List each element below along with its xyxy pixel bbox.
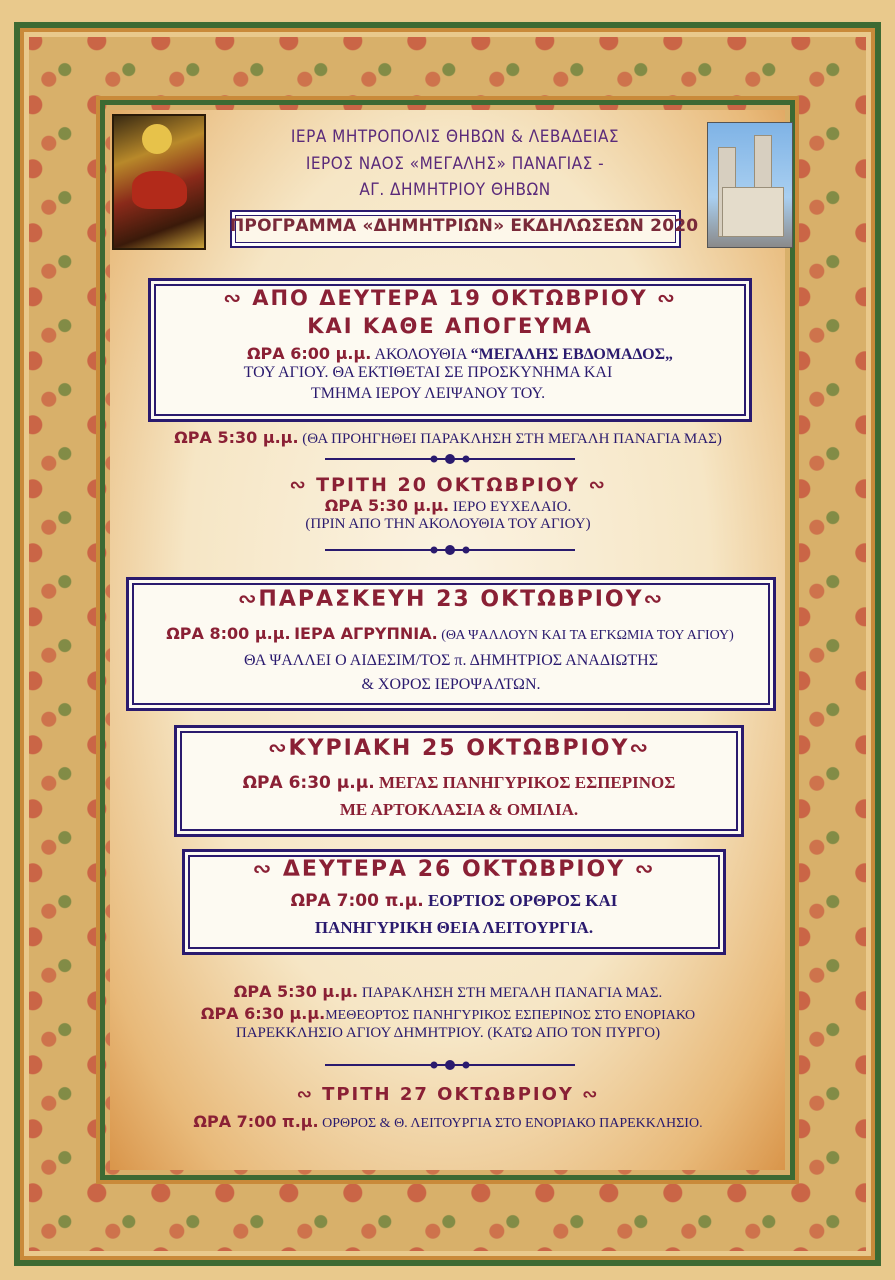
event-2-line1 <box>150 496 746 516</box>
event-4-date-text: ΚΥΡΙΑΚΗ 25 ΟΚΤΩΒΡΙΟΥ <box>288 736 630 761</box>
event-5-after-line2 <box>150 1004 746 1024</box>
ornament-right: ∾ <box>634 857 656 882</box>
divider-dot <box>431 456 438 463</box>
event-1-text1-b: “ΜΕΓΑΛΗΣ ΕΒΔΟΜΑΔΟΣ„ <box>470 346 674 363</box>
event-1-date-line1: ΑΠΟ ΔΕΥΤΕΡΑ 19 ΟΚΤΩΒΡΙΟΥ <box>252 286 648 310</box>
ornament-left: ∾ <box>268 736 289 761</box>
ornament-right: ∾ <box>588 474 607 496</box>
event-1-date-line2: ΚΑΙ ΚΑΘΕ ΑΠΟΓΕΥΜΑ <box>307 314 593 338</box>
saint-demetrios-icon <box>112 114 206 250</box>
ornament-right: ∾ <box>629 736 650 761</box>
event-1-line1 <box>180 344 740 364</box>
event-5-after-line1 <box>150 982 746 1002</box>
ornament-right: ∾ <box>582 1084 600 1105</box>
event-2-line2: (ΠΡΙΝ ΑΠΟ ΤΗΝ ΑΚΟΛΟΥΘΙΑ ΤΟΥ ΑΓΙΟΥ) <box>305 516 591 532</box>
event-3-date <box>126 587 776 612</box>
header-line-1: ΙΕΡΑ ΜΗΤΡΟΠΟΛΙΣ ΘΗΒΩΝ & ΛΕΒΑΔΕΙΑΣ <box>290 127 620 147</box>
divider-dot <box>431 547 438 554</box>
divider-1 <box>325 454 575 464</box>
event-5-line2: ΠΑΝΗΓΥΡΙΚΗ ΘΕΙΑ ΛΕΙΤΟΥΡΓΙΑ. <box>314 918 594 937</box>
event-5-line1 <box>182 891 726 911</box>
church-photo <box>707 122 793 248</box>
event-3-date-text: ΠΑΡΑΣΚΕΥΗ 23 ΟΚΤΩΒΡΙΟΥ <box>258 587 644 612</box>
ornament-right: ∾ <box>643 587 664 612</box>
event-4-text1: ΜΕΓΑΣ ΠΑΝΗΓΥΡΙΚΟΣ ΕΣΠΕΡΙΝΟΣ <box>378 773 676 792</box>
event-4-line2: ΜΕ ΑΡΤΟΚΛΑΣΙΑ & ΟΜΙΛΙΑ. <box>339 800 579 819</box>
event-5-time: ΩΡΑ 7:00 π.μ. <box>290 891 424 911</box>
halo-shape <box>142 124 172 154</box>
event-1-extra-time: ΩΡΑ 5:30 μ.μ. <box>174 428 299 447</box>
program-title: ΠΡΟΓΡΑΜΜΑ «ΔΗΜΗΤΡΙΩΝ» ΕΚΔΗΛΩΣΕΩΝ 2020 <box>230 216 699 236</box>
event-2-text1: ΙΕΡΟ ΕΥΧΕΛΑΙΟ. <box>452 499 572 515</box>
event-2-date <box>150 474 746 496</box>
divider-2 <box>325 545 575 555</box>
event-3-line2: ΘΑ ΨΑΛΛΕΙ Ο ΑΙΔΕΣΙΜ/ΤΟΣ π. ΔΗΜΗΤΡΙΟΣ ΑΝΑΔΙΩΤΗΣ <box>243 652 659 669</box>
event-3-time: ΩΡΑ 8:00 μ.μ. <box>166 624 291 643</box>
ornament-left: ∾ <box>237 587 259 612</box>
event-5-text1: ΕΟΡΤΙΟΣ ΟΡΘΡΟΣ ΚΑΙ <box>427 891 618 910</box>
event-6-time: ΩΡΑ 7:00 π.μ. <box>193 1112 319 1131</box>
divider-dot <box>463 1062 470 1069</box>
event-1-extra <box>150 428 746 448</box>
event-5-after-time1: ΩΡΑ 5:30 μ.μ. <box>233 982 359 1001</box>
divider-dot <box>463 456 470 463</box>
event-5-after-text1: ΠΑΡΑΚΛΗΣΗ ΣΤΗ ΜΕΓΑΛΗ ΠΑΝΑΓΙΑ ΜΑΣ. <box>361 985 663 1001</box>
event-1-text1-a: ΑΚΟΛΟΥΘΙΑ <box>374 346 467 363</box>
event-6-text: ΟΡΘΡΟΣ & Θ. ΛΕΙΤΟΥΡΓΙΑ ΣΤΟ ΕΝΟΡΙΑΚΟ ΠΑΡΕΚΚΛΗΣΙΟ. <box>322 1116 703 1131</box>
divider-3 <box>325 1060 575 1070</box>
event-6-date <box>150 1084 746 1105</box>
event-1-date <box>148 286 752 310</box>
horse-shape <box>132 171 187 209</box>
divider-dot <box>431 1062 438 1069</box>
divider-dot <box>445 545 455 555</box>
ornament-right: ∾ <box>657 286 677 310</box>
header-line-3: ΑΓ. ΔΗΜΗΤΡΙΟΥ ΘΗΒΩΝ <box>359 180 551 200</box>
ornament-left: ∾ <box>252 857 274 882</box>
event-1-time: ΩΡΑ 6:00 μ.μ. <box>246 344 372 363</box>
event-6-line1 <box>150 1112 746 1132</box>
divider-dot <box>445 454 455 464</box>
ornament-left: ∾ <box>223 286 243 310</box>
event-3-line3: & ΧΟΡΟΣ ΙΕΡΟΨΑΛΤΩΝ. <box>361 676 541 693</box>
event-1-line3: ΤΜΗΜΑ ΙΕΡΟΥ ΛΕΙΨΑΝΟΥ ΤΟΥ. <box>310 385 546 402</box>
event-4-time: ΩΡΑ 6:30 μ.μ. <box>242 773 375 793</box>
divider-dot <box>463 547 470 554</box>
event-6-date-text: ΤΡΙΤΗ 27 ΟΚΤΩΒΡΙΟΥ <box>322 1084 574 1105</box>
event-3-title: ΙΕΡΑ ΑΓΡΥΠΝΙΑ. <box>294 624 438 643</box>
event-1-extra-text: (ΘΑ ΠΡΟΗΓΗΘΕΙ ΠΑΡΑΚΛΗΣΗ ΣΤΗ ΜΕΓΑΛΗ ΠΑΝΑΓΙΑ ΜΑΣ) <box>302 431 722 447</box>
event-4-line1 <box>174 773 744 793</box>
event-5-date-text: ΔΕΥΤΕΡΑ 26 ΟΚΤΩΒΡΙΟΥ <box>282 857 626 882</box>
event-2-time: ΩΡΑ 5:30 μ.μ. <box>324 496 450 515</box>
event-1-line2: ΤΟΥ ΑΓΙΟΥ. ΘΑ ΕΚΤΙΘΕΤΑΙ ΣΕ ΠΡΟΣΚΥΝΗΜΑ ΚΑΙ <box>243 364 613 381</box>
ornament-left: ∾ <box>296 1084 314 1105</box>
header-line-2: ΙΕΡΟΣ ΝΑΟΣ «ΜΕΓΑΛΗΣ» ΠΑΝΑΓΙΑΣ - <box>305 154 605 174</box>
event-5-after-line3: ΠΑΡΕΚΚΛΗΣΙΟ ΑΓΙΟΥ ΔΗΜΗΤΡΙΟΥ. (ΚΑΤΩ ΑΠΟ ΤΟΝ ΠΥΡΓΟ) <box>235 1025 661 1041</box>
event-5-date <box>182 857 726 882</box>
event-5-after-text2: ΜΕΘΕΟΡΤΟΣ ΠΑΝΗΓΥΡΙΚΟΣ ΕΣΠΕΡΙΝΟΣ ΣΤΟ ΕΝΟΡΙΑΚΟ <box>325 1008 696 1023</box>
event-3-note: (ΘΑ ΨΑΛΛΟΥΝ ΚΑΙ ΤΑ ΕΓΚΩΜΙΑ ΤΟΥ ΑΓΙΟΥ) <box>441 628 734 643</box>
event-5-after-time2: ΩΡΑ 6:30 μ.μ. <box>200 1004 326 1023</box>
divider-dot <box>445 1060 455 1070</box>
event-4-date <box>174 736 744 761</box>
event-3-line1 <box>130 624 770 644</box>
church-facade <box>722 187 784 237</box>
event-2-date-text: ΤΡΙΤΗ 20 ΟΚΤΩΒΡΙΟΥ <box>316 474 580 496</box>
ornament-left: ∾ <box>289 474 308 496</box>
